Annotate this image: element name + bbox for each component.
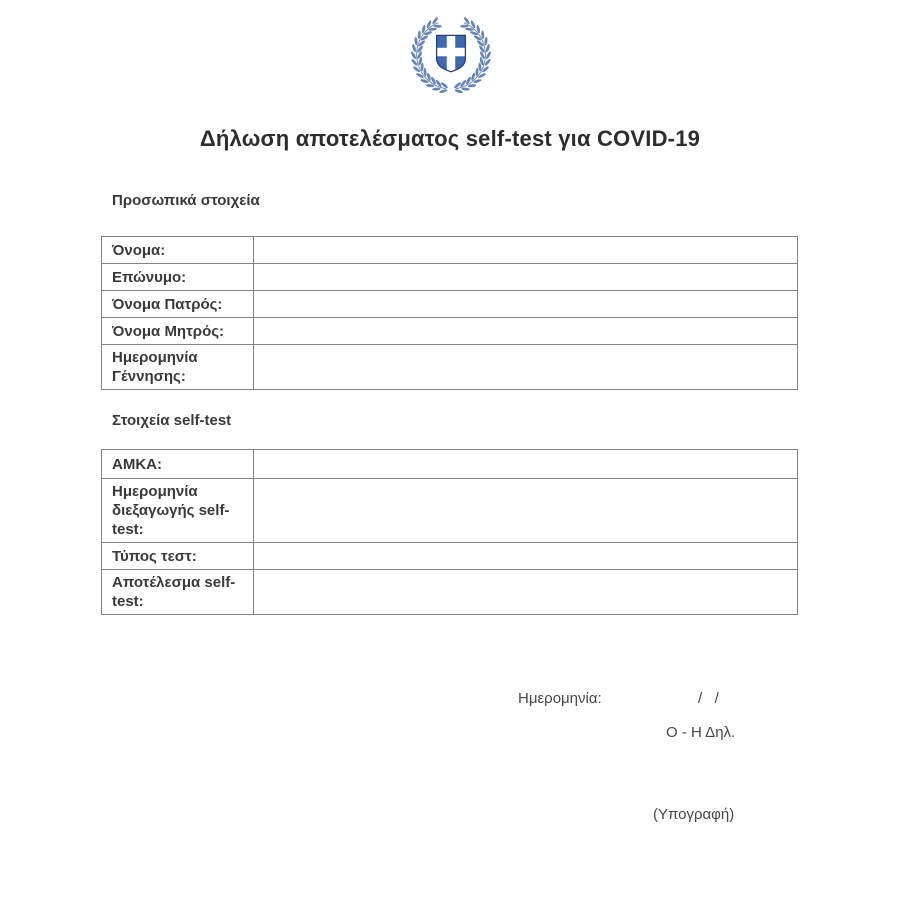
table-row [102,237,798,264]
date-label: Ημερομηνία: [518,690,602,707]
page-title: Δήλωση αποτελέσματος self-test για COVID-19 [199,126,701,151]
selftest-details-table [101,449,798,615]
field-label: Επώνυμο: [102,264,254,291]
field-value-cell [254,345,798,390]
field-label: Ημερομηνία Γέννησης: [102,345,254,390]
field-label: Τύπος τεστ: [102,543,254,570]
declarer-label: Ο - Η Δηλ. [666,724,736,741]
field-label: Αποτέλεσμα self-test: [102,570,254,615]
signature-label: (Υπογραφή) [653,806,735,823]
field-value-cell [254,479,798,543]
field-value-cell [254,237,798,264]
field-label: ΑΜΚΑ: [102,450,254,479]
greek-coat-of-arms [411,13,491,93]
field-value-cell [254,291,798,318]
date-placeholder-slashes: / / [698,690,719,707]
field-label: Όνομα: [102,237,254,264]
table-row [102,345,798,390]
field-label: Ημερομηνία διεξαγωγής self-test: [102,479,254,543]
section-header-personal-details: Προσωπικά στοιχεία [112,192,260,209]
personal-details-table [101,236,798,390]
table-row [102,479,798,543]
table-row [102,291,798,318]
section-header-selftest-details: Στοιχεία self-test [112,412,232,429]
table-row [102,318,798,345]
field-value-cell [254,543,798,570]
table-row [102,543,798,570]
table-row [102,570,798,615]
field-label: Όνομα Μητρός: [102,318,254,345]
table-row [102,264,798,291]
table-row [102,450,798,479]
field-value-cell [254,264,798,291]
field-value-cell [254,570,798,615]
field-label: Όνομα Πατρός: [102,291,254,318]
field-value-cell [254,450,798,479]
field-value-cell [254,318,798,345]
